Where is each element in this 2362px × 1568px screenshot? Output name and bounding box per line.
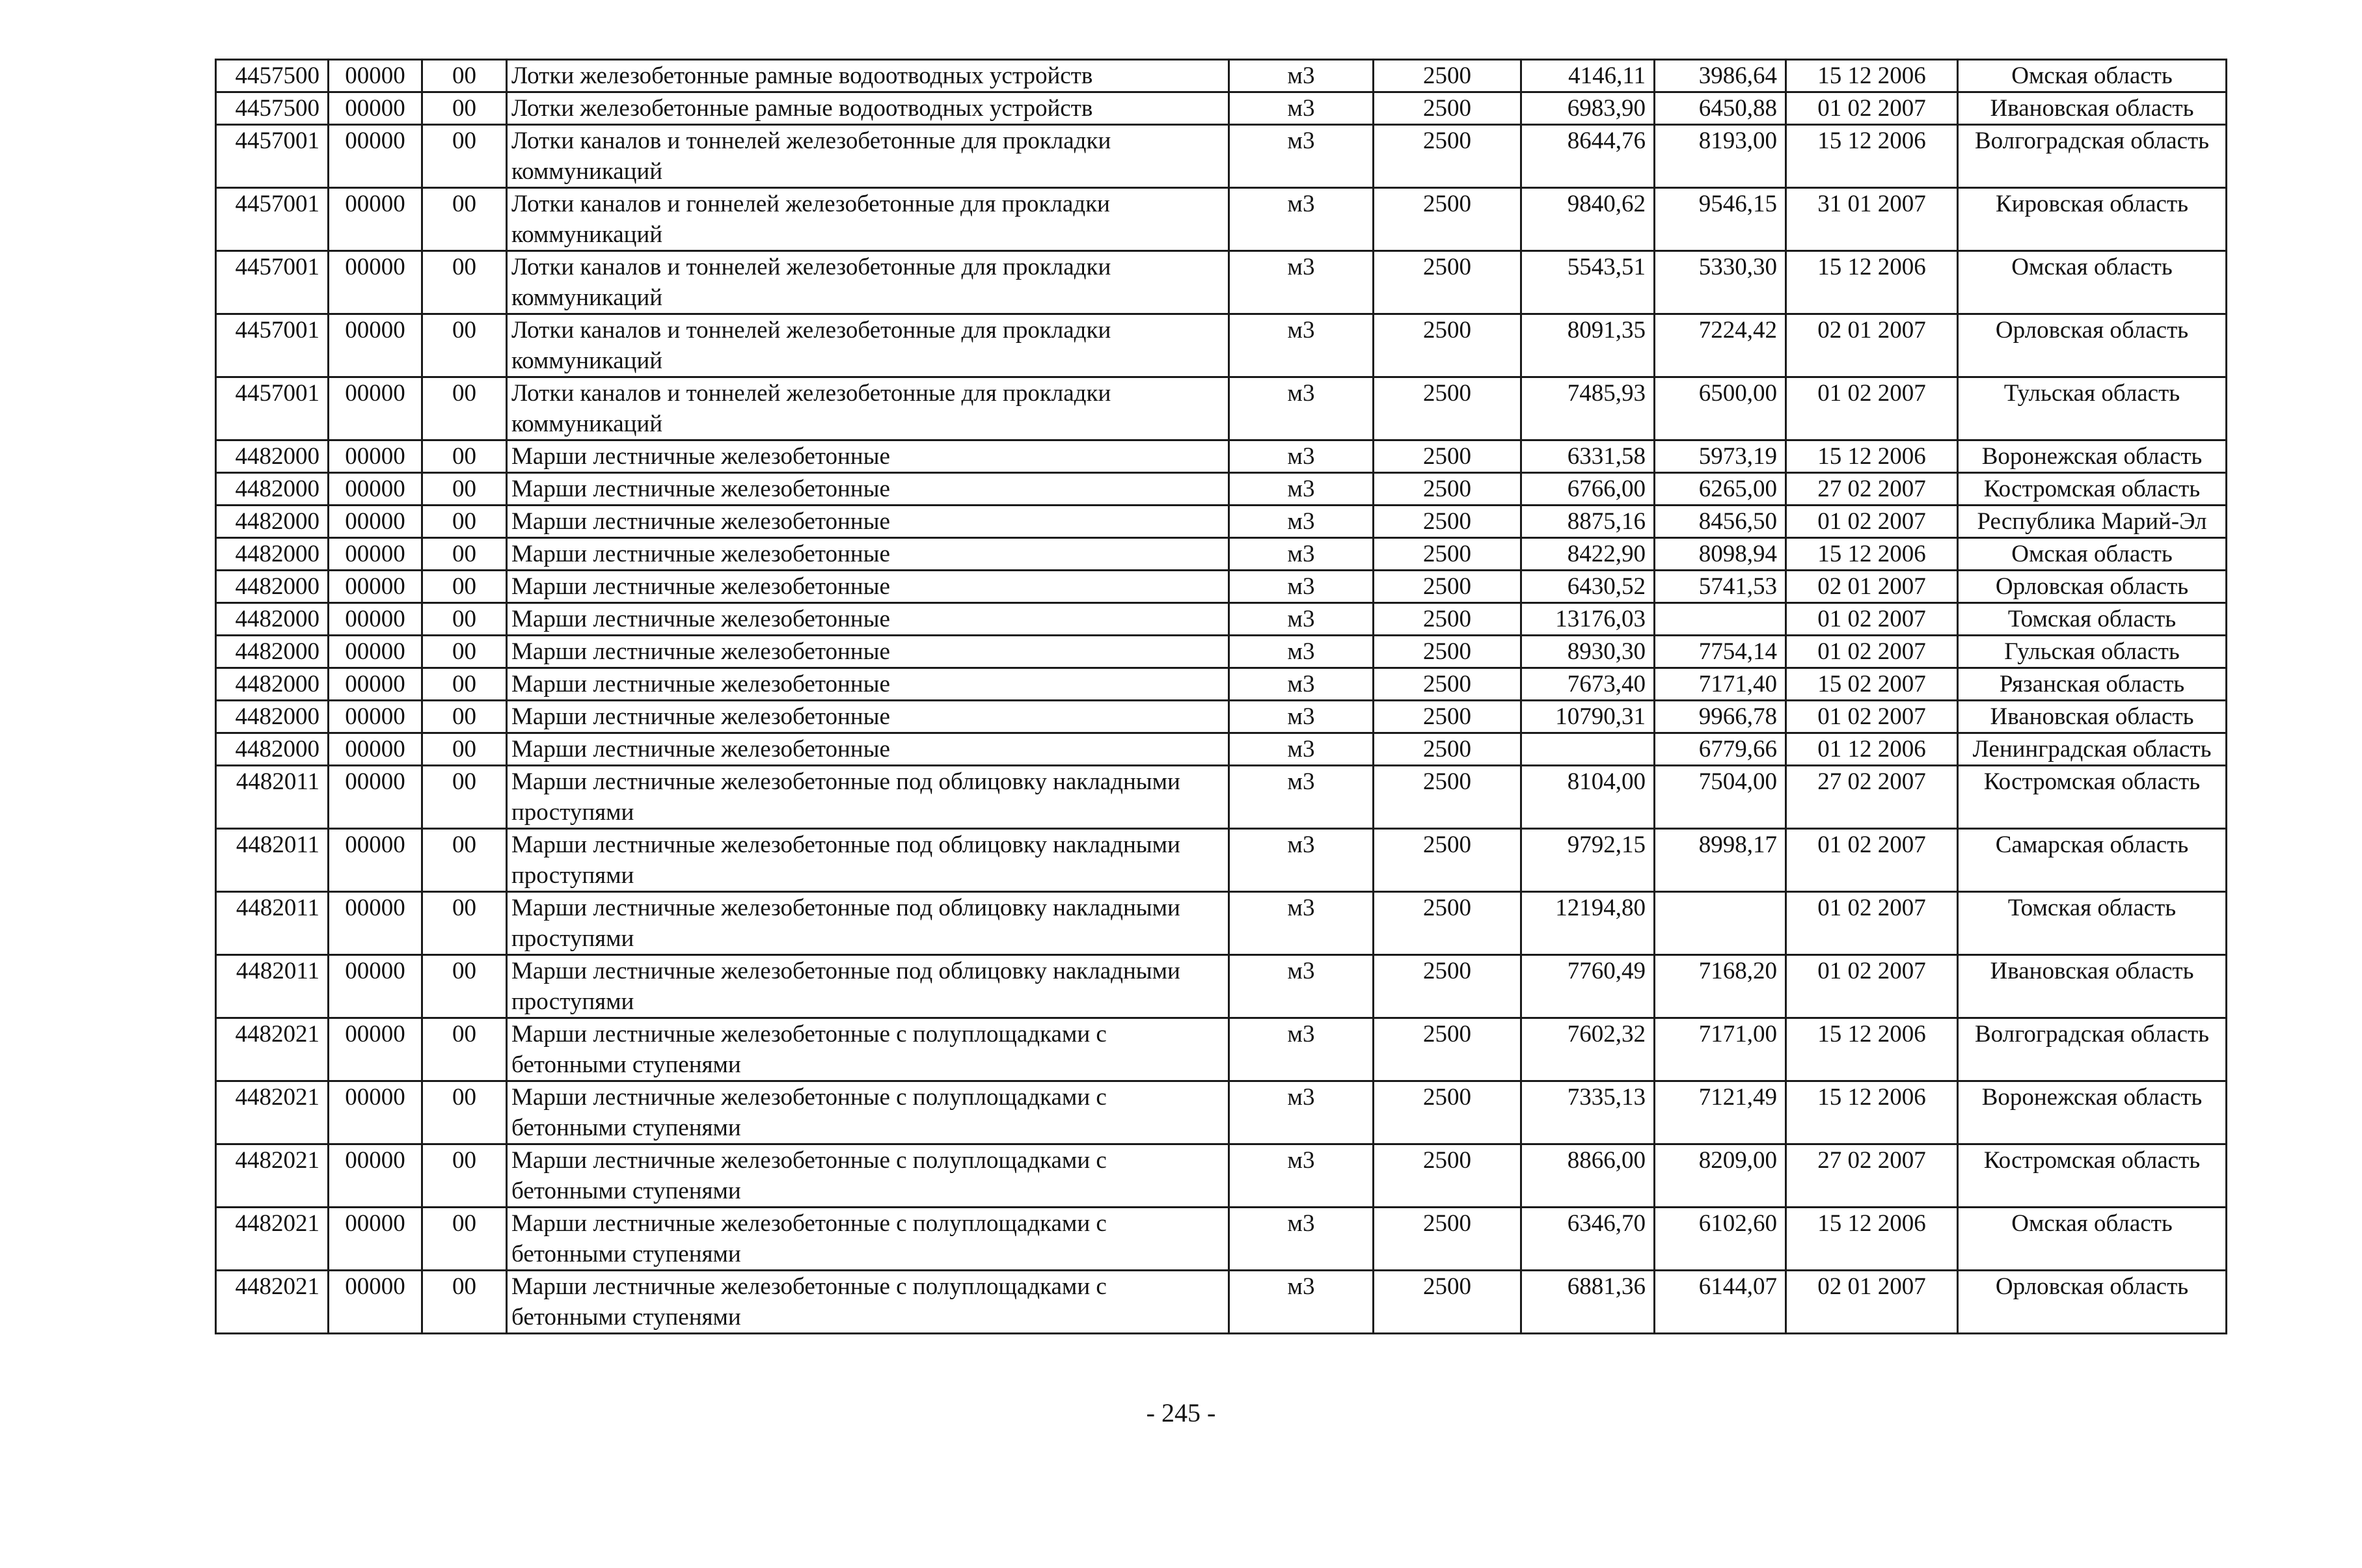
price2-cell: 7171,00 (1655, 1018, 1786, 1081)
date-cell: 15 12 2006 (1786, 1018, 1958, 1081)
subcode-cell: 00000 (329, 1144, 422, 1208)
price-cell: 10790,31 (1521, 701, 1655, 733)
name-cell: Марши лестничные железобетонные с полуплощадками с бетонными ступенями (507, 1144, 1229, 1208)
region-cell: Омская область (1958, 1208, 2227, 1271)
price-cell: 6430,52 (1521, 571, 1655, 603)
table-row (216, 1271, 2227, 1334)
price-cell: 8866,00 (1521, 1144, 1655, 1208)
price2-cell: 9546,15 (1655, 188, 1786, 251)
subcode-cell: 00000 (329, 603, 422, 636)
quantity-cell: 2500 (1374, 125, 1521, 188)
region-cell: Ивановская область (1958, 701, 2227, 733)
quantity-cell: 2500 (1374, 538, 1521, 571)
price-cell: 13176,03 (1521, 603, 1655, 636)
name-cell: Марши лестничные железобетонные (507, 701, 1229, 733)
region-cell: Орловская область (1958, 1271, 2227, 1334)
code-cell: 4457001 (216, 377, 329, 440)
code-cell: 4482000 (216, 506, 329, 538)
price2-cell: 8193,00 (1655, 125, 1786, 188)
unit-cell: м3 (1229, 1144, 1374, 1208)
date-cell: 15 12 2006 (1786, 538, 1958, 571)
region-cell: Томская область (1958, 603, 2227, 636)
table-row (216, 733, 2227, 766)
page-number: - 245 - (1146, 1398, 1216, 1427)
subcode-cell: 00000 (329, 733, 422, 766)
unit-cell: м3 (1229, 1208, 1374, 1271)
price-cell: 6766,00 (1521, 473, 1655, 506)
table-row (216, 1018, 2227, 1081)
date-cell: 01 02 2007 (1786, 603, 1958, 636)
subcode-cell: 00000 (329, 1081, 422, 1144)
subcode-cell: 00000 (329, 701, 422, 733)
subcode-cell: 00000 (329, 636, 422, 668)
unit-cell: м3 (1229, 701, 1374, 733)
table-row (216, 701, 2227, 733)
name-cell: Марши лестничные железобетонные с полуплощадками с бетонными ступенями (507, 1271, 1229, 1334)
unit-cell: м3 (1229, 766, 1374, 829)
code-cell: 4482000 (216, 701, 329, 733)
price-cell: 8422,90 (1521, 538, 1655, 571)
unit-cell: м3 (1229, 1018, 1374, 1081)
region-cell: Ленинградская область (1958, 733, 2227, 766)
subcode-cell: 00000 (329, 571, 422, 603)
price2-cell: 8456,50 (1655, 506, 1786, 538)
subcode-cell: 00000 (329, 766, 422, 829)
region-cell: Республика Марий-Эл (1958, 506, 2227, 538)
region-cell: Костромская область (1958, 1144, 2227, 1208)
unit-cell: м3 (1229, 473, 1374, 506)
table-row (216, 829, 2227, 892)
name-cell: Марши лестничные железобетонные с полуплощадками с бетонными ступенями (507, 1018, 1229, 1081)
price2-cell: 8209,00 (1655, 1144, 1786, 1208)
price-cell: 8104,00 (1521, 766, 1655, 829)
date-cell: 15 12 2006 (1786, 1208, 1958, 1271)
table-row (216, 766, 2227, 829)
date-cell: 01 02 2007 (1786, 377, 1958, 440)
name-cell: Марши лестничные железобетонные (507, 668, 1229, 701)
name-cell: Марши лестничные железобетонные под облицовку накладными проступями (507, 766, 1229, 829)
price2-cell: 5973,19 (1655, 440, 1786, 473)
quantity-cell: 2500 (1374, 314, 1521, 377)
code-cell: 4482021 (216, 1208, 329, 1271)
price-cell: 8091,35 (1521, 314, 1655, 377)
check-cell: 00 (422, 829, 507, 892)
price-cell: 6881,36 (1521, 1271, 1655, 1334)
date-cell: 01 02 2007 (1786, 636, 1958, 668)
code-cell: 4482000 (216, 571, 329, 603)
date-cell: 01 12 2006 (1786, 733, 1958, 766)
table-row (216, 538, 2227, 571)
quantity-cell: 2500 (1374, 636, 1521, 668)
code-cell: 4482000 (216, 473, 329, 506)
name-cell: Марши лестничные железобетонные (507, 571, 1229, 603)
quantity-cell: 2500 (1374, 1144, 1521, 1208)
check-cell: 00 (422, 440, 507, 473)
table-body (216, 60, 2227, 1334)
region-cell: Омская область (1958, 60, 2227, 92)
date-cell: 27 02 2007 (1786, 473, 1958, 506)
subcode-cell: 00000 (329, 892, 422, 955)
region-cell: Ивановская область (1958, 92, 2227, 125)
price2-cell: 7171,40 (1655, 668, 1786, 701)
unit-cell: м3 (1229, 1081, 1374, 1144)
unit-cell: м3 (1229, 377, 1374, 440)
check-cell: 00 (422, 1144, 507, 1208)
price-cell: 8644,76 (1521, 125, 1655, 188)
date-cell: 27 02 2007 (1786, 766, 1958, 829)
price2-cell (1655, 603, 1786, 636)
name-cell: Лотки каналов и тоннелей железобетонные для прокладки коммуникаций (507, 314, 1229, 377)
table-row (216, 377, 2227, 440)
subcode-cell: 00000 (329, 473, 422, 506)
region-cell: Костромская область (1958, 473, 2227, 506)
subcode-cell: 00000 (329, 377, 422, 440)
price-cell: 6346,70 (1521, 1208, 1655, 1271)
check-cell: 00 (422, 251, 507, 314)
code-cell: 4457001 (216, 188, 329, 251)
code-cell: 4482000 (216, 603, 329, 636)
date-cell: 15 12 2006 (1786, 251, 1958, 314)
region-cell: Самарская область (1958, 829, 2227, 892)
price-cell: 6331,58 (1521, 440, 1655, 473)
unit-cell: м3 (1229, 440, 1374, 473)
date-cell: 01 02 2007 (1786, 701, 1958, 733)
date-cell: 01 02 2007 (1786, 506, 1958, 538)
unit-cell: м3 (1229, 538, 1374, 571)
quantity-cell: 2500 (1374, 473, 1521, 506)
quantity-cell: 2500 (1374, 1271, 1521, 1334)
unit-cell: м3 (1229, 636, 1374, 668)
name-cell: Лотки железобетонные рамные водоотводных устройств (507, 92, 1229, 125)
date-cell: 15 12 2006 (1786, 440, 1958, 473)
price2-cell: 7224,42 (1655, 314, 1786, 377)
region-cell: Кировская область (1958, 188, 2227, 251)
name-cell: Марши лестничные железобетонные (507, 603, 1229, 636)
subcode-cell: 00000 (329, 314, 422, 377)
region-cell: Волгоградская область (1958, 125, 2227, 188)
check-cell: 00 (422, 92, 507, 125)
table-row (216, 314, 2227, 377)
subcode-cell: 00000 (329, 829, 422, 892)
date-cell: 01 02 2007 (1786, 829, 1958, 892)
region-cell: Костромская область (1958, 766, 2227, 829)
price2-cell: 6265,00 (1655, 473, 1786, 506)
price-cell: 6983,90 (1521, 92, 1655, 125)
date-cell: 02 01 2007 (1786, 1271, 1958, 1334)
price2-cell: 9966,78 (1655, 701, 1786, 733)
price2-cell: 3986,64 (1655, 60, 1786, 92)
subcode-cell: 00000 (329, 440, 422, 473)
subcode-cell: 00000 (329, 1271, 422, 1334)
subcode-cell: 00000 (329, 188, 422, 251)
price2-cell: 6500,00 (1655, 377, 1786, 440)
price-cell: 7485,93 (1521, 377, 1655, 440)
date-cell: 01 02 2007 (1786, 892, 1958, 955)
price2-cell: 8998,17 (1655, 829, 1786, 892)
region-cell: Томская область (1958, 892, 2227, 955)
unit-cell: м3 (1229, 829, 1374, 892)
check-cell: 00 (422, 1271, 507, 1334)
check-cell: 00 (422, 538, 507, 571)
price-table (215, 59, 2227, 1334)
quantity-cell: 2500 (1374, 1081, 1521, 1144)
table-row (216, 60, 2227, 92)
subcode-cell: 00000 (329, 506, 422, 538)
unit-cell: м3 (1229, 733, 1374, 766)
unit-cell: м3 (1229, 92, 1374, 125)
region-cell: Воронежская область (1958, 440, 2227, 473)
name-cell: Лотки железобетонные рамные водоотводных устройств (507, 60, 1229, 92)
name-cell: Марши лестничные железобетонные (507, 636, 1229, 668)
name-cell: Марши лестничные железобетонные под облицовку накладными проступями (507, 892, 1229, 955)
price-cell: 8930,30 (1521, 636, 1655, 668)
quantity-cell: 2500 (1374, 1208, 1521, 1271)
name-cell: Марши лестничные железобетонные (507, 733, 1229, 766)
code-cell: 4482021 (216, 1081, 329, 1144)
date-cell: 31 01 2007 (1786, 188, 1958, 251)
code-cell: 4482000 (216, 733, 329, 766)
name-cell: Лотки каналов и тоннелей железобетонные для прокладки коммуникаций (507, 377, 1229, 440)
check-cell: 00 (422, 314, 507, 377)
region-cell: Волгоградская область (1958, 1018, 2227, 1081)
price2-cell: 7121,49 (1655, 1081, 1786, 1144)
subcode-cell: 00000 (329, 1208, 422, 1271)
check-cell: 00 (422, 733, 507, 766)
price2-cell: 6102,60 (1655, 1208, 1786, 1271)
subcode-cell: 00000 (329, 251, 422, 314)
price2-cell: 6450,88 (1655, 92, 1786, 125)
code-cell: 4482000 (216, 538, 329, 571)
quantity-cell: 2500 (1374, 668, 1521, 701)
code-cell: 4482021 (216, 1144, 329, 1208)
price-cell: 9792,15 (1521, 829, 1655, 892)
table-row (216, 125, 2227, 188)
table-row (216, 668, 2227, 701)
table-row (216, 955, 2227, 1018)
code-cell: 4482021 (216, 1018, 329, 1081)
quantity-cell: 2500 (1374, 92, 1521, 125)
table-row (216, 1081, 2227, 1144)
table-row (216, 440, 2227, 473)
price-cell: 7673,40 (1521, 668, 1655, 701)
name-cell: Марши лестничные железобетонные (507, 440, 1229, 473)
price-cell: 7335,13 (1521, 1081, 1655, 1144)
unit-cell: м3 (1229, 251, 1374, 314)
check-cell: 00 (422, 60, 507, 92)
check-cell: 00 (422, 377, 507, 440)
date-cell: 01 02 2007 (1786, 92, 1958, 125)
check-cell: 00 (422, 506, 507, 538)
unit-cell: м3 (1229, 125, 1374, 188)
subcode-cell: 00000 (329, 125, 422, 188)
quantity-cell: 2500 (1374, 571, 1521, 603)
price-cell: 8875,16 (1521, 506, 1655, 538)
check-cell: 00 (422, 571, 507, 603)
unit-cell: м3 (1229, 571, 1374, 603)
table-row (216, 1208, 2227, 1271)
name-cell: Марши лестничные железобетонные (507, 506, 1229, 538)
name-cell: Марши лестничные железобетонные (507, 473, 1229, 506)
price2-cell: 5741,53 (1655, 571, 1786, 603)
price2-cell: 6144,07 (1655, 1271, 1786, 1334)
region-cell: Омская область (1958, 538, 2227, 571)
date-cell: 02 01 2007 (1786, 314, 1958, 377)
unit-cell: м3 (1229, 188, 1374, 251)
table-row (216, 571, 2227, 603)
check-cell: 00 (422, 766, 507, 829)
code-cell: 4482000 (216, 636, 329, 668)
date-cell: 15 12 2006 (1786, 125, 1958, 188)
name-cell: Лотки каналов и тоннелей железобетонные для прокладки коммуникаций (507, 125, 1229, 188)
check-cell: 00 (422, 892, 507, 955)
price-cell: 12194,80 (1521, 892, 1655, 955)
name-cell: Марши лестничные железобетонные с полуплощадками с бетонными ступенями (507, 1208, 1229, 1271)
price-cell: 4146,11 (1521, 60, 1655, 92)
price2-cell: 6779,66 (1655, 733, 1786, 766)
code-cell: 4482021 (216, 1271, 329, 1334)
unit-cell: м3 (1229, 603, 1374, 636)
quantity-cell: 2500 (1374, 892, 1521, 955)
code-cell: 4482011 (216, 955, 329, 1018)
table-row (216, 506, 2227, 538)
quantity-cell: 2500 (1374, 188, 1521, 251)
quantity-cell: 2500 (1374, 829, 1521, 892)
price-cell: 7760,49 (1521, 955, 1655, 1018)
table-row (216, 251, 2227, 314)
name-cell: Лотки каналов и гоннелей железобетонные для прокладки коммуникаций (507, 188, 1229, 251)
table-row (216, 603, 2227, 636)
table-row (216, 188, 2227, 251)
region-cell: Ивановская область (1958, 955, 2227, 1018)
quantity-cell: 2500 (1374, 440, 1521, 473)
quantity-cell: 2500 (1374, 60, 1521, 92)
code-cell: 4457500 (216, 92, 329, 125)
subcode-cell: 00000 (329, 60, 422, 92)
price2-cell: 5330,30 (1655, 251, 1786, 314)
price2-cell: 8098,94 (1655, 538, 1786, 571)
code-cell: 4482000 (216, 668, 329, 701)
code-cell: 4482011 (216, 766, 329, 829)
date-cell: 01 02 2007 (1786, 955, 1958, 1018)
quantity-cell: 2500 (1374, 701, 1521, 733)
check-cell: 00 (422, 473, 507, 506)
name-cell: Марши лестничные железобетонные с полуплощадками с бетонными ступенями (507, 1081, 1229, 1144)
table-row (216, 473, 2227, 506)
table-row (216, 1144, 2227, 1208)
region-cell: Орловская область (1958, 314, 2227, 377)
subcode-cell: 00000 (329, 92, 422, 125)
subcode-cell: 00000 (329, 668, 422, 701)
subcode-cell: 00000 (329, 538, 422, 571)
check-cell: 00 (422, 1208, 507, 1271)
code-cell: 4457001 (216, 125, 329, 188)
name-cell: Лотки каналов и тоннелей железобетонные для прокладки коммуникаций (507, 251, 1229, 314)
price-cell: 5543,51 (1521, 251, 1655, 314)
code-cell: 4482011 (216, 892, 329, 955)
quantity-cell: 2500 (1374, 377, 1521, 440)
unit-cell: м3 (1229, 60, 1374, 92)
unit-cell: м3 (1229, 314, 1374, 377)
check-cell: 00 (422, 1018, 507, 1081)
price-cell: 7602,32 (1521, 1018, 1655, 1081)
unit-cell: м3 (1229, 1271, 1374, 1334)
table-row (216, 636, 2227, 668)
code-cell: 4457500 (216, 60, 329, 92)
name-cell: Марши лестничные железобетонные под облицовку накладными проступями (507, 829, 1229, 892)
quantity-cell: 2500 (1374, 766, 1521, 829)
code-cell: 4457001 (216, 314, 329, 377)
check-cell: 00 (422, 668, 507, 701)
region-cell: Омская область (1958, 251, 2227, 314)
subcode-cell: 00000 (329, 1018, 422, 1081)
price2-cell (1655, 892, 1786, 955)
unit-cell: м3 (1229, 955, 1374, 1018)
quantity-cell: 2500 (1374, 733, 1521, 766)
code-cell: 4482000 (216, 440, 329, 473)
price2-cell: 7504,00 (1655, 766, 1786, 829)
check-cell: 00 (422, 188, 507, 251)
check-cell: 00 (422, 955, 507, 1018)
region-cell: Рязанская область (1958, 668, 2227, 701)
region-cell: Тульская область (1958, 377, 2227, 440)
quantity-cell: 2500 (1374, 506, 1521, 538)
check-cell: 00 (422, 125, 507, 188)
name-cell: Марши лестничные железобетонные под облицовку накладными проступями (507, 955, 1229, 1018)
date-cell: 15 12 2006 (1786, 60, 1958, 92)
quantity-cell: 2500 (1374, 1018, 1521, 1081)
date-cell: 02 01 2007 (1786, 571, 1958, 603)
price-cell: 9840,62 (1521, 188, 1655, 251)
table-row (216, 92, 2227, 125)
region-cell: Орловская область (1958, 571, 2227, 603)
name-cell: Марши лестничные железобетонные (507, 538, 1229, 571)
date-cell: 27 02 2007 (1786, 1144, 1958, 1208)
price-cell (1521, 733, 1655, 766)
price2-cell: 7754,14 (1655, 636, 1786, 668)
date-cell: 15 12 2006 (1786, 1081, 1958, 1144)
date-cell: 15 02 2007 (1786, 668, 1958, 701)
unit-cell: м3 (1229, 892, 1374, 955)
check-cell: 00 (422, 701, 507, 733)
quantity-cell: 2500 (1374, 603, 1521, 636)
code-cell: 4482011 (216, 829, 329, 892)
code-cell: 4457001 (216, 251, 329, 314)
price2-cell: 7168,20 (1655, 955, 1786, 1018)
check-cell: 00 (422, 1081, 507, 1144)
check-cell: 00 (422, 603, 507, 636)
table-row (216, 892, 2227, 955)
unit-cell: м3 (1229, 506, 1374, 538)
unit-cell: м3 (1229, 668, 1374, 701)
region-cell: Гульская область (1958, 636, 2227, 668)
region-cell: Воронежская область (1958, 1081, 2227, 1144)
check-cell: 00 (422, 636, 507, 668)
quantity-cell: 2500 (1374, 955, 1521, 1018)
subcode-cell: 00000 (329, 955, 422, 1018)
quantity-cell: 2500 (1374, 251, 1521, 314)
